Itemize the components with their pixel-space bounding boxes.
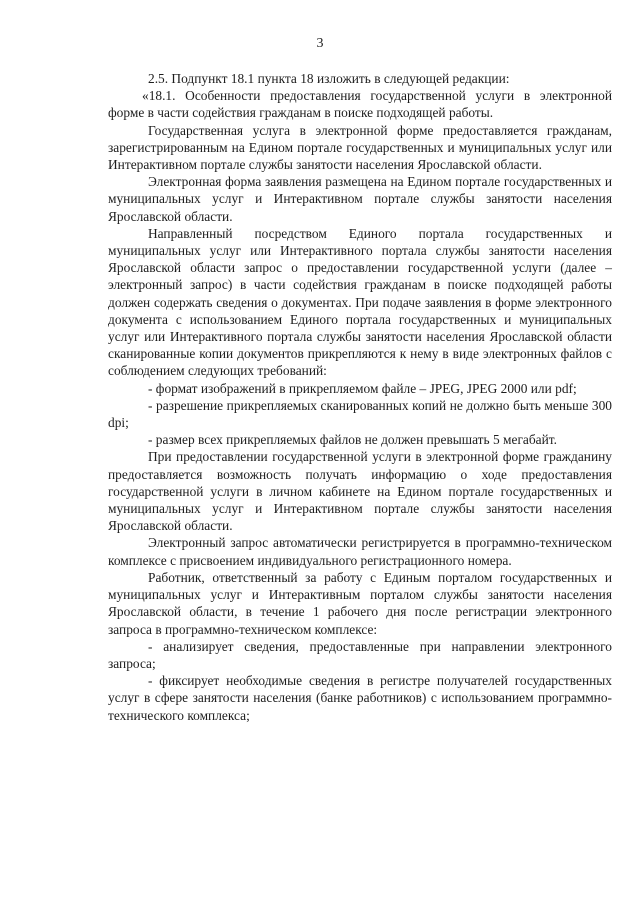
paragraph-service-provision: Государственная услуга в электронной форме предоставляется гражданам, зарегистрированным на Едином портале государственных и муниципальных услуг или Интерактивном портале службы занятости населения Ярославской области.: [108, 122, 612, 173]
heading-line: 2.5. Подпункт 18.1 пункта 18 изложить в следующей редакции:: [148, 71, 510, 86]
action-record: - фиксирует необходимые сведения в регистре получателей государственных услуг в сфере занятости населения (банке работников) с использованием программно-технического комплекса;: [108, 673, 612, 723]
requirement-resolution: - разрешение прикрепляемых сканированных копий не должно быть меньше 300 dpi;: [108, 397, 612, 431]
paragraph-electronic-request: Направленный посредством Единого портала государственных и муниципальных услуг или Интерактивного портала службы занятости населения Ярославской области запрос о предоставлении государственной услуги (далее – электронный запрос) в части содействия гражданам в поиске подходящей работы должен содержать сведения о документах. При подаче заявления в форме электронного документа с использованием Единого портала государственных и муниципальных услуг или Интерактивного портала службы занятости населения Ярославской области сканированные копии документов прикрепляются к нему в виде электронных файлов с соблюдением следующих требований:: [108, 225, 612, 379]
document-body: [108, 70, 612, 724]
paragraph-electronic-form: Электронная форма заявления размещена на Едином портале государственных и муниципальных услуг и Интерактивном портале службы занятости населения Ярославской области.: [108, 174, 612, 224]
paragraph-section-title: «18.1. Особенности предоставления государственной услуги в электронной форме в части содействия гражданам в поиске подходящей работы.: [108, 88, 612, 121]
requirement-format: - формат изображений в прикрепляемом файле – JPEG, JPEG 2000 или pdf;: [148, 380, 577, 396]
paragraph-progress-info: При предоставлении государственной услуги в электронной форме гражданину предоставляется возможность получать информацию о ходе предоставления государственной услуги в личном кабинете на Едином портале государственных и муниципальных услуг и Интерактивном портале службы занятости населения Ярославской области.: [108, 449, 612, 534]
paragraph-employee-duties: Работник, ответственный за работу с Единым порталом государственных и муниципальных услуг и Интерактивным порталом службы занятости населения Ярославской области, в течение 1 рабочего дня после регистрации электронного запроса в программно-техническом комплексе:: [108, 569, 612, 637]
paragraph-auto-registration: Электронный запрос автоматически регистрируется в программно-техническом комплексе с присвоением индивидуального регистрационного номера.: [108, 535, 612, 568]
page-number: 3: [316, 36, 324, 51]
action-analyze: - анализирует сведения, предоставленные при направлении электронного запроса;: [108, 638, 612, 671]
requirement-size: - размер всех прикрепляемых файлов не должен превышать 5 мегабайт.: [148, 432, 557, 448]
